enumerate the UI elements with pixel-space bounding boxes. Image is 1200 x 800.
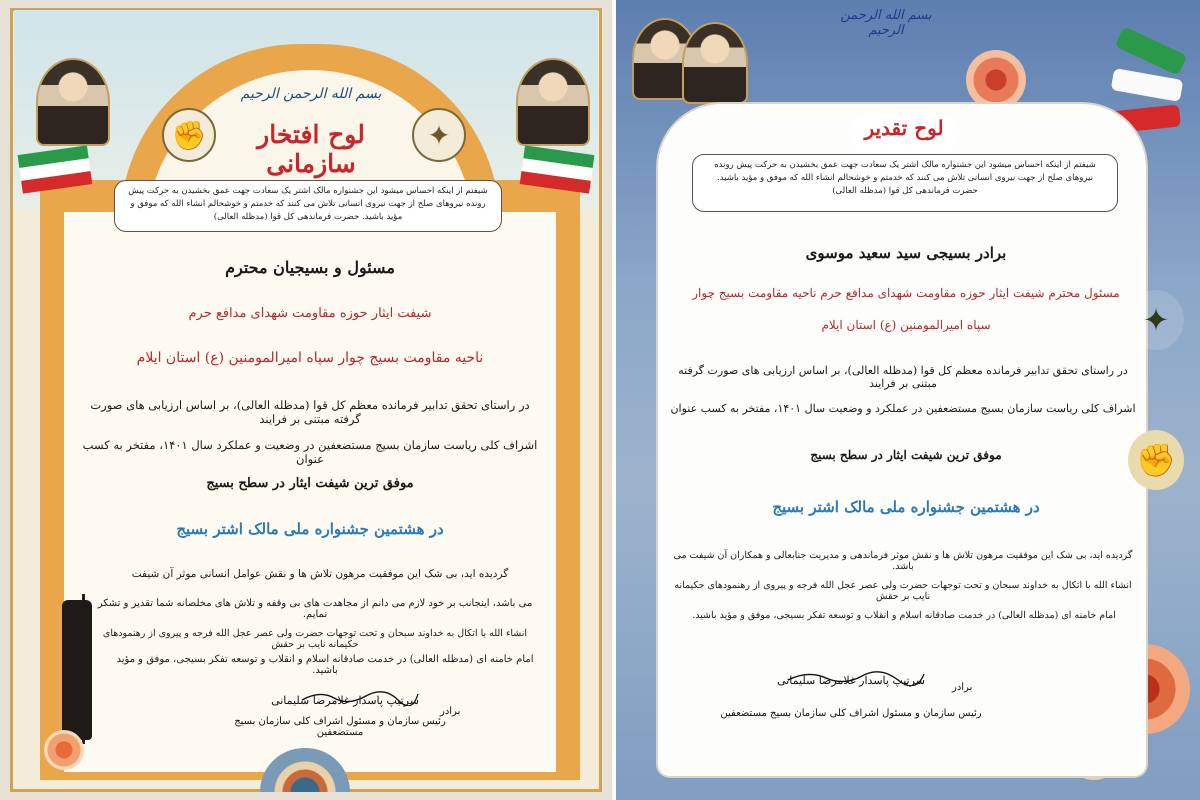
right-closing-line-1: گردیده اید، بی شک این موفقیت مرهون تلاش ها و نقش موثر فرماندهی و مدیریت جنابعالی و همکاران آن شیفت می باشد. — [673, 550, 1133, 572]
unit-line-2: ناحیه مقاومت بسیج چوار سپاه امیرالمومنین (ع) استان ایلام — [136, 350, 484, 366]
signer-rank: سرتیپ پاسدار — [353, 694, 419, 707]
addressee-text: مسئول و بسیجیان محترم — [225, 258, 395, 277]
flower-top-icon — [966, 50, 1026, 110]
flower-ornament-icon — [44, 730, 84, 770]
portrait-left-image — [36, 58, 110, 146]
festival-title: در هشتمین جشنواره ملی مالک اشتر بسیج — [176, 520, 444, 538]
right-unit-line-1: مسئول محترم شیفت ایثار حوزه مقاومت شهدای مدافع حرم ناحیه مقاومت بسیج چوار — [692, 286, 1120, 300]
right-closing-line-2: انشاء الله با اتکال به خداوند سبحان و تحت توجهات حضرت ولی عصر عجل الله فرجه و پیروی از رهنمودهای حکیمانه نایب بر حقش — [674, 580, 1132, 602]
right-body-line-2: اشراف کلی ریاست سازمان بسیج مستضعفین در عملکرد و وضعیت سال ۱۴۰۱، مفتخر به کسب عنوان — [670, 402, 1136, 415]
right-certificate-photo — [616, 0, 1200, 800]
unit-line-1: شیفت ایثار حوزه مقاومت شهدای مدافع حرم — [188, 306, 432, 321]
right-addressee-text: برادر بسیجی سید سعید موسوی — [805, 244, 1007, 262]
body-line-1: در راستای تحقق تدابیر فرمانده معظم کل قوا (مدظله العالی)، بر اساس ارزیابی های صورت گرفته مبتنی بر فرایند — [90, 398, 530, 426]
right-achievement-title: موفق ترین شیفت ایثار در سطح بسیج — [810, 448, 1002, 462]
irgc-emblem-right-icon: ✦ — [1128, 290, 1184, 350]
black-flag-icon — [62, 600, 92, 740]
portrait-right-image — [516, 58, 590, 146]
basmala-text-right: بسم الله الرحمن الرحیم — [840, 8, 932, 38]
body-line-2: اشراف کلی ریاست سازمان بسیج مستضعفین در وضعیت و عملکرد سال ۱۴۰۱، مفتخر به کسب عنوان — [82, 438, 538, 466]
right-closing-line-3: امام خامنه ای (مدظله العالی) در خدمت صادقانه اسلام و انقلاب و توسعه تفکر بسیجی، موفق و مؤید باشید. — [692, 610, 1116, 621]
right-unit-line-2: سپاه امیرالمومنین (ع) استان ایلام — [821, 318, 991, 332]
signer-name: غلامرضا سلیمانی — [271, 694, 350, 707]
right-brother-label: برادر — [952, 682, 973, 693]
right-signer-name: غلامرضا سلیمانی — [777, 674, 856, 687]
closing-line-1: گردیده اید، بی شک این موفقیت مرهون تلاش ها و نقش عوامل انسانی موثر آن شیفت — [131, 568, 509, 580]
basij-emblem-right-icon: ✊ — [1128, 430, 1184, 490]
right-certificate-title: لوح تقدیر — [864, 116, 944, 140]
right-signer-title: رئیس سازمان و مسئول اشراف کلی سازمان بسیج مستضعفین — [720, 708, 982, 719]
closing-line-3: انشاء الله با اتکال به خداوند سبحان و تحت توجهات حضرت ولی عصر عجل الله فرجه و پیروی از رهنمودهای حکیمانه نایب بر حقش — [102, 628, 528, 650]
certificate-title: لوح افتخار سازمانی — [257, 120, 365, 178]
basij-emblem-icon: ✊ — [162, 108, 216, 162]
portrait-right-panel-2-image — [682, 22, 748, 104]
right-signer-rank: سرتیپ پاسدار — [859, 674, 925, 687]
irgc-emblem-icon: ✦ — [412, 108, 466, 162]
closing-line-4: امام خامنه ای (مدظله العالی) در خدمت صادقانه اسلام و انقلاب و توسعه تفکر بسیجی، موفق و مؤید باشید. — [116, 654, 534, 676]
right-festival-title: در هشتمین جشنواره ملی مالک اشتر بسیج — [772, 498, 1040, 516]
signature-scribble-icon — [300, 688, 420, 706]
right-signature-scribble-icon — [786, 668, 926, 686]
closing-line-2: می باشد، اینجانب بر خود لازم می دانم از مجاهدت های بی وقفه و تلاش های مخلصانه شما تقدیر و تشکر نمایم. — [97, 598, 533, 620]
brother-label: برادر — [440, 706, 461, 717]
basmala-text: بسم الله الرحمن الرحیم — [240, 86, 382, 102]
achievement-title: موفق ترین شیفت ایثار در سطح بسیج — [206, 476, 414, 491]
header-quote-box: شیفتم از اینکه احساس میشود این جشنواره مالک اشتر یک سعادت جهت عمق بخشیدن به حرکت پیش رونده نیروهای صلح از جهت نیروی انسانی تلاش می کنند که خدمتم و خوشحالم انشاء الله که موفق و مؤید باشید. حضرت فرماندهی کل قوا (مدظله العالی) — [114, 180, 502, 232]
right-header-quote-box: شیفتم از اینکه احساس میشود این جشنواره مالک اشتر یک سعادت جهت عمق بخشیدن به حرکت پیش رونده نیروهای صلح از جهت نیروی انسانی تلاش می کنند که خدمتم و خوشحالم انشاء الله که موفق و مؤید باشید. حضرت فرماندهی کل قوا (مدظله العالی) — [692, 154, 1118, 212]
signer-title: رئیس سازمان و مسئول اشراف کلی سازمان بسیج مستضعفین — [234, 716, 446, 738]
right-body-line-1: در راستای تحقق تدابیر فرمانده معظم کل قوا (مدظله العالی)، بر اساس ارزیابی های صورت گرفته مبتنی بر فرایند — [678, 364, 1128, 390]
